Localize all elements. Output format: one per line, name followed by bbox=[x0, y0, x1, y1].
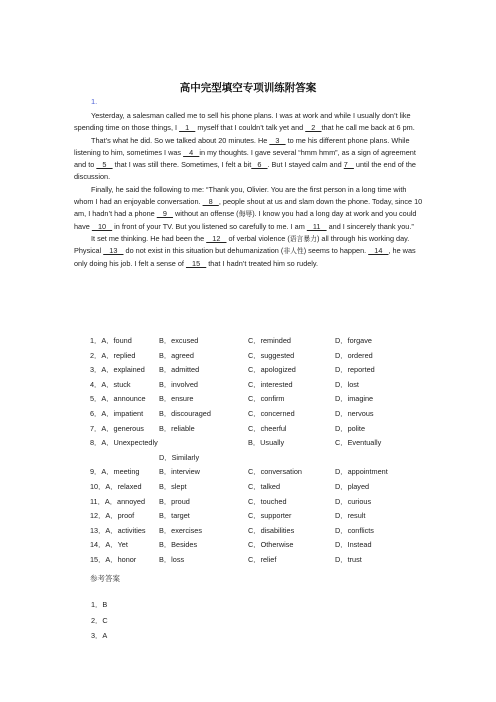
option-row: 3．A．explained B．admitted C．apologized D．reported bbox=[90, 365, 375, 375]
passage-paragraph-1: Yesterday, a salesman called me to sell his phone plans. I was at work and while I usually don’t like spending time on those things, I 1 myself that I couldn’t talk yet and 2 that he call me back at 6 pm. bbox=[74, 111, 415, 133]
answers-heading: 参考答案 bbox=[90, 574, 120, 583]
answer-item: 1．B bbox=[91, 600, 108, 609]
blank-10: 10 bbox=[91, 221, 113, 231]
option-row: 12．A．proof B．target C．supporter D．result bbox=[90, 511, 366, 521]
option-row: 15．A．honor B．loss C．relief D．trust bbox=[90, 554, 362, 564]
option-row: 10．A．relaxed B．slept C．talked D．played bbox=[90, 481, 370, 491]
options-list bbox=[90, 336, 440, 570]
blank-2: 2 bbox=[305, 123, 322, 133]
blank-12: 12 bbox=[206, 233, 227, 243]
blank-8: 8 bbox=[202, 197, 219, 207]
blank-7: 7 bbox=[343, 160, 354, 170]
blank-6: 6 bbox=[251, 160, 268, 170]
option-row: 5．A．announce B．ensure C．confirm D．imagine bbox=[90, 394, 374, 404]
answer-item: 3．A bbox=[91, 631, 108, 640]
blank-3: 3 bbox=[269, 135, 286, 145]
option-row: 6．A．impatient B．discouraged C．concerned D．nervous bbox=[90, 408, 374, 418]
passage-paragraph-4: It set me thinking. He had been the 12 of verbal violence (语言暴力) all through his working day. Physical 13 do not exist in this situation but dehumanization (非人性) seems to happen. 14 , he was only doing his job. I felt a sense of 15 that I hadn’t treated him so rudely. bbox=[74, 233, 416, 268]
option-row: 1．A．found B．excused C．reminded D．forgave bbox=[90, 336, 372, 345]
blank-13: 13 bbox=[103, 246, 124, 256]
blank-4: 4 bbox=[183, 147, 200, 157]
answer-item: 2．C bbox=[91, 615, 108, 625]
document-title: 高中完型填空专项训练附答案 bbox=[179, 82, 317, 94]
passage bbox=[74, 110, 424, 270]
option-row: 4．A．stuck B．involved C．interested D．lost bbox=[90, 379, 359, 389]
option-row: 14．A．Yet B．Besides C．Otherwise D．Instead bbox=[90, 540, 372, 550]
blank-14: 14 bbox=[368, 246, 389, 256]
option-row: 2．A．replied B．agreed C．suggested D．ordered bbox=[90, 350, 373, 360]
passage-paragraph-3: Finally, he said the following to me: “Thank you, Olivier. You are the first person in a long time with whom I had an enjoyable conversation. 8 , people shout at us and slam down the phone. Today, since 10 am, I hadn’t had a phone 9 without an offense (侮辱). I know you had a long day at work and you could have 10 in front of your TV. But you listened so carefully to me. I am 11 and I sincerely thank you.” bbox=[74, 184, 423, 231]
option-row: 11．A．annoyed B．proud C．touched D．curious bbox=[90, 496, 372, 506]
blank-11: 11 bbox=[306, 221, 327, 231]
option-row: D．Similarly bbox=[159, 452, 200, 462]
blank-9: 9 bbox=[156, 209, 173, 219]
option-row: 13．A．activities B．exercises C．disabilities D．conflicts bbox=[90, 525, 374, 535]
answer-list bbox=[91, 600, 108, 647]
blank-15: 15 bbox=[185, 258, 207, 268]
blank-1: 1 bbox=[179, 123, 196, 133]
option-row: 7．A．generous B．reliable C．cheerful D．polite bbox=[90, 423, 366, 433]
blank-5: 5 bbox=[96, 160, 113, 170]
question-number: 1. bbox=[91, 97, 98, 106]
passage-paragraph-2: That’s what he did. So we talked about 20 minutes. He 3 to me his different phone plans. While listening to him, sometimes I was 4 in my thoughts. I gave several “hmm hmm”, as a sign of agreement and to 5 that I was still there. Sometimes, I felt a bit 6 . But I stayed calm and 7 until the end of the discussion. bbox=[74, 135, 416, 182]
option-row: 8．A．Unexpectedly B．Usually C．Eventually bbox=[90, 438, 382, 448]
option-row: 9．A．meeting B．interview C．conversation D．appointment bbox=[90, 467, 388, 477]
